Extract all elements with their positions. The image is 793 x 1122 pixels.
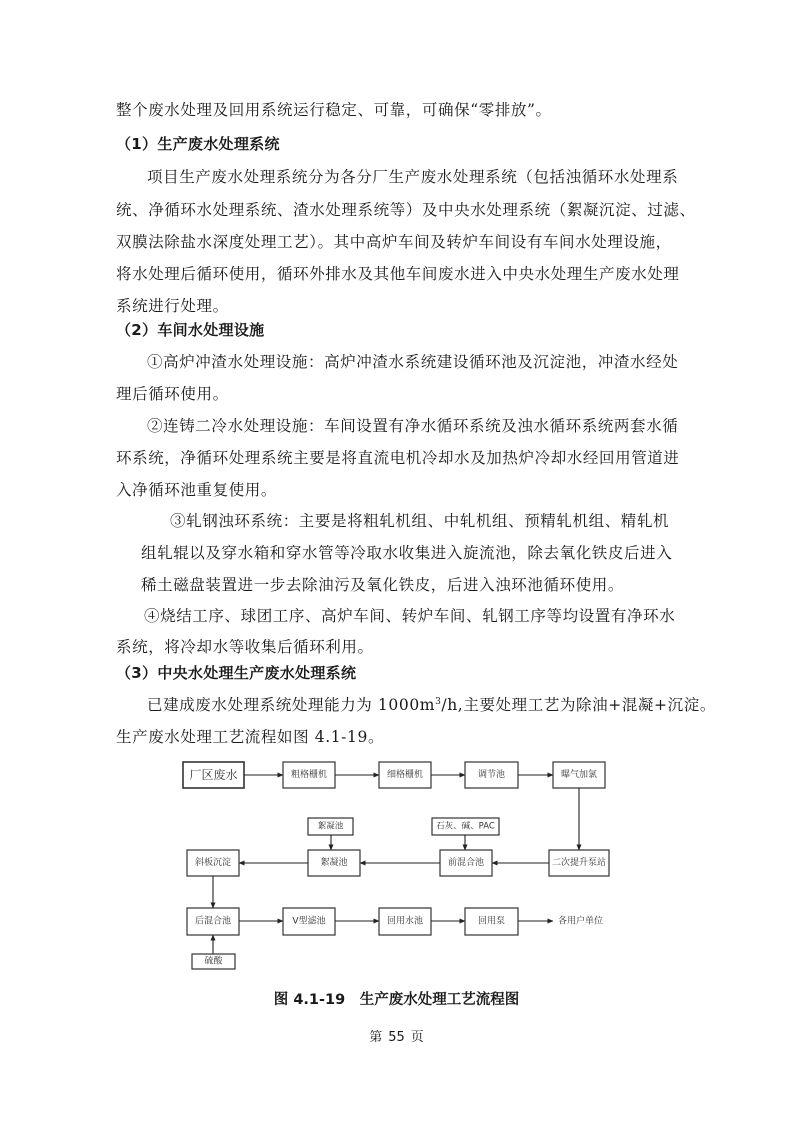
label-users: 各用户单位 — [558, 916, 604, 927]
item1-line: 理后循环使用。 — [116, 385, 229, 403]
label-pre-mixing-tank: 前混合池 — [447, 858, 485, 868]
label-v-filter: V型滤池 — [292, 916, 326, 927]
section1-line: 将水处理后循环使用，循环外排水及其他车间废水进入中央水处理生产废水处理 — [116, 265, 680, 283]
intro-line: 整个废水处理及回用系统运行稳定、可靠，可确保“零排放”。 — [116, 101, 552, 119]
label-inclined-plate-settling: 斜板沉淀 — [194, 858, 232, 868]
page-number-value: 55 — [388, 1030, 405, 1045]
item1-line: ①高炉冲渣水处理设施：高炉冲渣水系统建设循环池及沉淀池，冲渣水经处 — [147, 353, 679, 371]
page-suffix: 页 — [410, 1030, 424, 1045]
capacity-text: 已建成废水处理系统处理能力为 1000m — [147, 696, 436, 714]
figure-caption: 图 4.1-19 生产废水处理工艺流程图 — [273, 992, 520, 1008]
label-coarse-screen: 粗格栅机 — [290, 770, 328, 780]
section3-line: 生产废水处理工艺流程如图 4.1-19。 — [116, 728, 385, 746]
label-factory-wastewater: 厂区废水 — [189, 768, 238, 782]
item2-line: 环系统，净循环处理系统主要是将直流电机冷却水及加热炉冷却水经回用管道进 — [116, 449, 680, 467]
section1-line: 项目生产废水处理系统分为各分厂生产废水处理系统（包括浊循环水处理系 — [147, 168, 679, 186]
label-flocculation-tank: 絮凝池 — [320, 858, 348, 868]
item2-line: 入净循环池重复使用。 — [116, 481, 278, 499]
item3-line: 稀土磁盘装置进一步去除油污及氧化铁皮，后进入浊环池循环使用。 — [141, 576, 625, 594]
label-regulating-tank: 调节池 — [477, 770, 506, 780]
label-secondary-pump-station: 二次提升泵站 — [551, 858, 607, 868]
label-reuse-pump: 回用泵 — [477, 916, 506, 927]
section3-heading: （3）中央水处理生产废水处理系统 — [116, 664, 357, 682]
section1-line: 双膜法除盐水深度处理工艺）。其中高炉车间及转炉车间设有车间水处理设施， — [116, 233, 672, 251]
item4-line: ④烧结工序、球团工序、高炉车间、转炉车间、轧钢工序等均设置有净环水 — [144, 607, 676, 625]
section1-line: 系统进行处理。 — [116, 297, 229, 315]
label-flocculation-input: 絮凝池 — [317, 821, 344, 832]
section1-line: 统、净循环水处理系统、渣水处理系统等）及中央水处理系统（絮凝沉淀、过滤、 — [116, 201, 696, 219]
label-lime-alkali-pac: 石灰、碱、PAC — [436, 821, 495, 832]
label-fine-screen: 细格栅机 — [386, 770, 424, 780]
page-prefix: 第 — [369, 1030, 383, 1045]
label-aeration-chlorination: 曝气加氯 — [560, 770, 598, 780]
item4-line: 系统，将冷却水等收集后循环利用。 — [116, 638, 374, 656]
item3-line: 组轧辊以及穿水箱和穿水管等冷取水收集进入旋流池，除去氧化铁皮后进入 — [141, 544, 673, 562]
label-post-mixing-tank: 后混合池 — [194, 916, 232, 927]
section2-heading: （2）车间水处理设施 — [116, 321, 265, 339]
label-reuse-water-tank: 回用水池 — [386, 916, 424, 927]
item3-line: ③轧钢浊环系统：主要是将粗轧机组、中轧机组、预精轧机组、精轧机 — [170, 512, 670, 530]
section1-heading: （1）生产废水处理系统 — [116, 135, 280, 153]
page-number — [0, 1026, 793, 1045]
label-sulfuric-acid: 硫酸 — [204, 956, 223, 967]
superscript-3: 3 — [435, 696, 442, 707]
item2-line: ②连铸二冷水处理设施：车间设置有净水循环系统及浊水循环系统两套水循 — [147, 417, 679, 435]
process-text: /h,主要处理工艺为除油+混凝+沉淀。 — [441, 696, 716, 714]
